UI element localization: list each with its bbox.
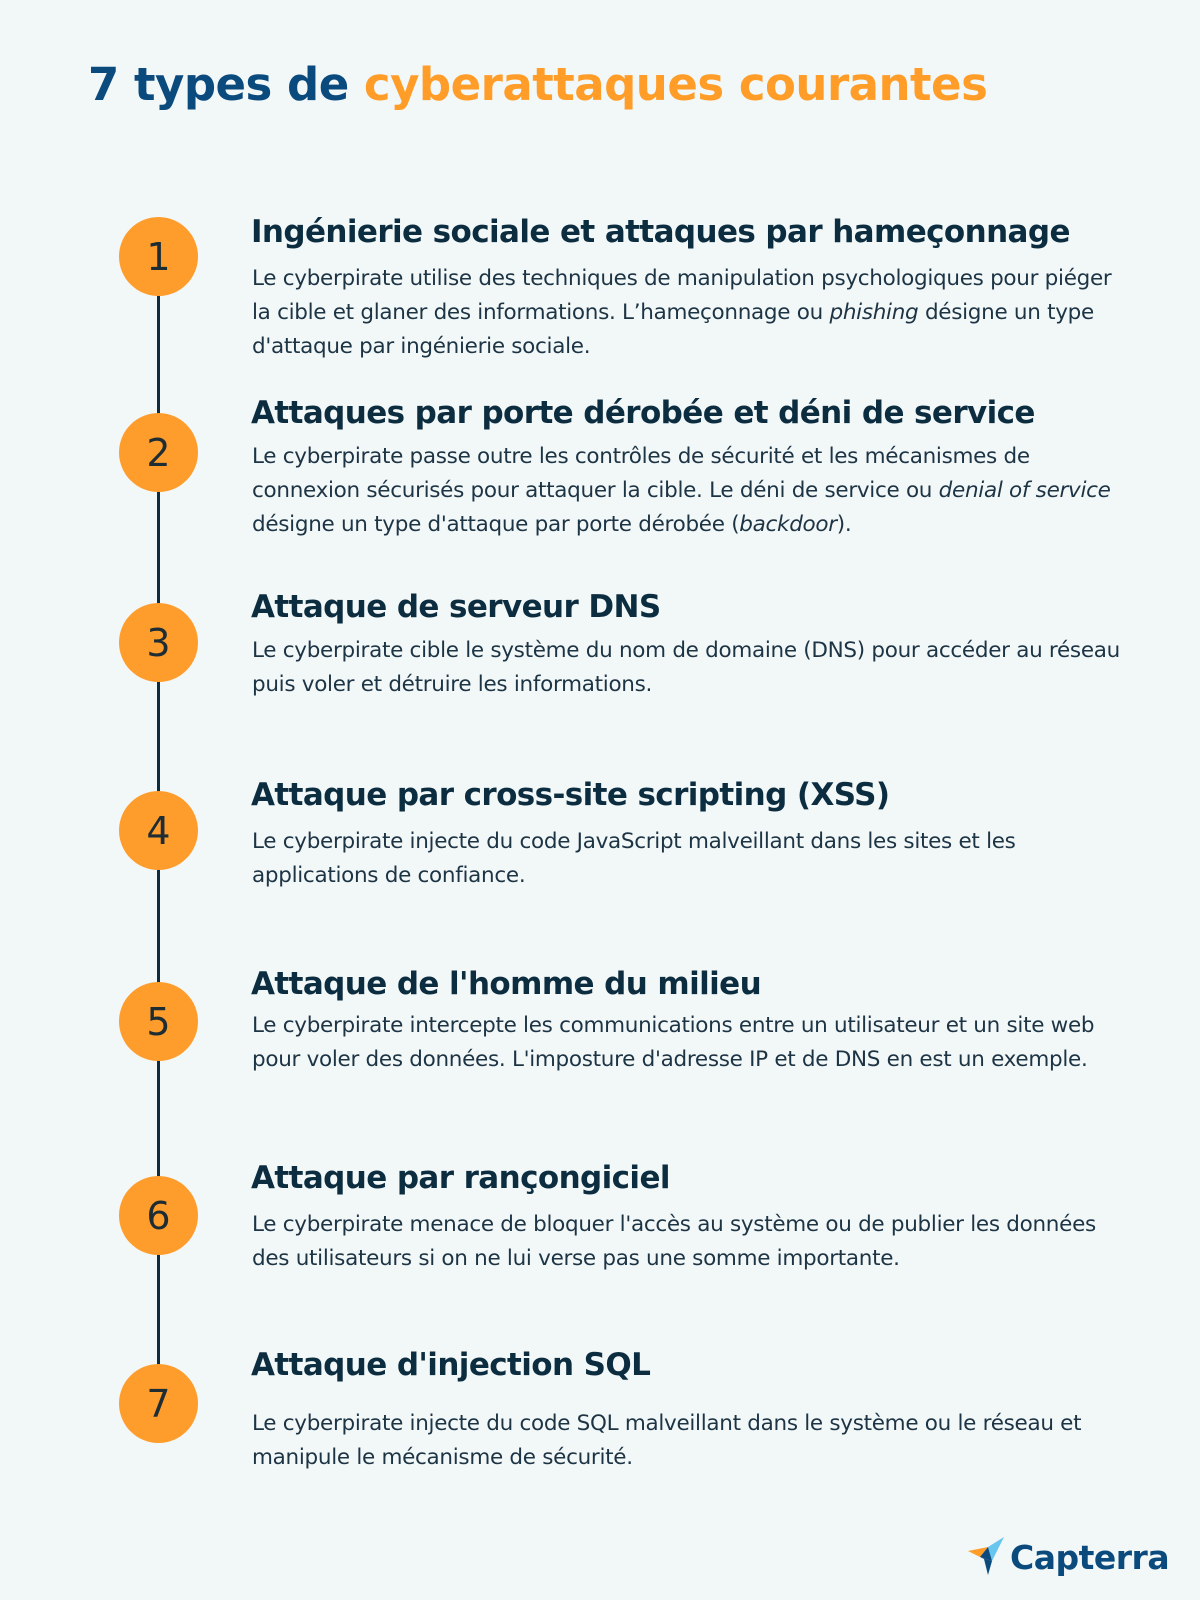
item-description: [252, 825, 1132, 893]
item-title: Attaque par rançongiciel: [251, 1160, 670, 1196]
step-number-badge: 6: [119, 1176, 198, 1255]
desc-text: Le cyberpirate injecte du code SQL malveillant dans le système ou le réseau et manipule le mécanisme de sécurité.: [252, 1411, 1082, 1470]
logo-text: Capterra: [1010, 1537, 1170, 1577]
title-part-accent: cyberattaques courantes: [363, 58, 988, 111]
desc-text: Le cyberpirate intercepte les communications entre un utilisateur et un site web pour voler des données. L'imposture d'adresse IP et de DNS en est un exemple.: [252, 1013, 1095, 1072]
desc-text: Le cyberpirate utilise des techniques de manipulation psychologiques pour piéger la cible et glaner des informations. L’hameçonnage ou: [252, 266, 1112, 325]
item-description: [252, 440, 1132, 542]
capterra-arrow-icon: [966, 1535, 1006, 1579]
desc-text: désigne un type d'attaque par ingénierie sociale.: [252, 300, 1094, 359]
desc-text: Le cyberpirate menace de bloquer l'accès au système ou de publier les données des utilisateurs si on ne lui verse pas une somme importante.: [252, 1212, 1096, 1271]
item-description: [252, 1009, 1132, 1077]
desc-text: Le cyberpirate passe outre les contrôles de sécurité et les mécanismes de connexion sécurisés pour attaquer la cible. Le déni de service ou: [252, 444, 1030, 503]
step-number-badge: 1: [119, 217, 198, 296]
item-description: [252, 1407, 1132, 1475]
item-description: [252, 1208, 1132, 1276]
item-description: [252, 262, 1132, 364]
capterra-logo: [966, 1535, 1169, 1579]
item-title: Attaque de l'homme du milieu: [251, 966, 762, 1002]
italic-term: phishing: [829, 300, 919, 325]
item-title: Attaque d'injection SQL: [251, 1347, 651, 1383]
title-part-primary: 7 types de: [88, 58, 364, 111]
step-number-badge: 4: [119, 791, 198, 870]
item-description: [252, 634, 1132, 702]
italic-term: denial of service: [938, 478, 1111, 503]
desc-text: Le cyberpirate cible le système du nom de domaine (DNS) pour accéder au réseau puis voler et détruire les informations.: [252, 638, 1120, 697]
step-number-badge: 5: [119, 982, 198, 1061]
step-number-badge: 2: [119, 413, 198, 492]
item-title: Attaque par cross-site scripting (XSS): [251, 777, 890, 813]
page-title: [88, 58, 987, 111]
item-title: Attaques par porte dérobée et déni de service: [251, 395, 1035, 431]
desc-text: désigne un type d'attaque par porte dérobée (: [252, 512, 740, 537]
desc-text: ).: [836, 512, 852, 537]
item-title: Ingénierie sociale et attaques par hameçonnage: [251, 214, 1070, 250]
desc-text: Le cyberpirate injecte du code JavaScript malveillant dans les sites et les applications de confiance.: [252, 829, 1016, 888]
italic-term: backdoor: [739, 512, 837, 537]
item-title: Attaque de serveur DNS: [251, 589, 661, 625]
step-number-badge: 3: [119, 603, 198, 682]
step-number-badge: 7: [119, 1364, 198, 1443]
